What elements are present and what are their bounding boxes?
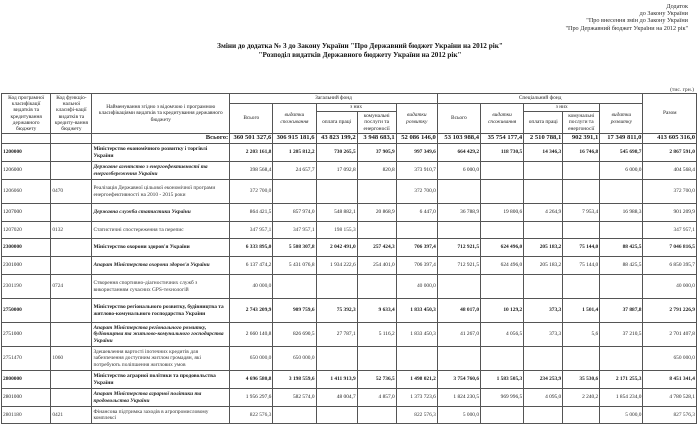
- table-body: [2, 134, 697, 424]
- table-header: [2, 94, 697, 134]
- program-code-cell: 1206060: [2, 180, 51, 204]
- header-total: Разом: [643, 94, 697, 134]
- value-cell: 2 203 161,8: [230, 144, 273, 162]
- row-name-cell: Здешевлення вартості іпотечних кредитів для забезпечення доступним житлом громадян, які потребують поліпшення житлових умов: [92, 347, 230, 371]
- value-cell: 41 267,0: [437, 323, 480, 347]
- row-name-cell: Державна служба статистики України: [92, 204, 230, 222]
- value-cell: 545 698,7: [600, 144, 643, 162]
- value-cell: [357, 347, 396, 371]
- row-name-cell: Міністерство аграрної політики та продовольства України: [92, 371, 230, 389]
- title-line-2: "Розподіл видатків Державного бюджету України на 2012 рік": [258, 50, 462, 59]
- value-cell: 712 921,5: [437, 239, 480, 257]
- value-cell: [273, 180, 316, 204]
- value-cell: 9 633,4: [357, 299, 396, 323]
- title-line-1: Зміни до додатка № 3 до Закону України "Про Державний бюджет України на 2012 рік": [217, 42, 503, 50]
- functional-code-cell: 0470: [51, 180, 92, 204]
- value-cell: 6 850 395,7: [643, 257, 697, 275]
- value-cell: 347 957,1: [230, 222, 273, 239]
- value-cell: [524, 347, 563, 371]
- value-cell: 1 411 913,9: [316, 371, 357, 389]
- program-code-cell: 2801000: [2, 389, 51, 407]
- functional-code-cell: [51, 389, 92, 407]
- value-cell: 40 000,0: [396, 275, 437, 299]
- value-cell: [437, 347, 480, 371]
- functional-code-cell: [51, 257, 92, 275]
- value-cell: 624 496,0: [481, 239, 524, 257]
- header-program-code: Код програмної класифікації видатків та кредитування державного бюджету: [2, 94, 51, 134]
- value-cell: 1 934 222,6: [316, 257, 357, 275]
- program-code-cell: 1207020: [2, 222, 51, 239]
- value-cell: [524, 222, 563, 239]
- table-row: [2, 275, 697, 299]
- value-cell: 27 787,1: [316, 323, 357, 347]
- value-cell: [600, 180, 643, 204]
- value-cell: 8 451 341,4: [643, 371, 697, 389]
- total-row: [2, 134, 697, 144]
- annex-line: "Про Державний бюджет України на 2012 рік": [565, 24, 688, 32]
- value-cell: 7 046 816,5: [643, 239, 697, 257]
- row-name-cell: Апарат Міністерства охорони здоров'я України: [92, 257, 230, 275]
- header-general-fund: Загальний фонд: [230, 94, 438, 104]
- value-cell: [273, 275, 316, 299]
- program-code-cell: 2751000: [2, 323, 51, 347]
- row-name-cell: Реалізація Державної цільової економічної програми енергоефективності на 2010 - 2015 роки: [92, 180, 230, 204]
- header-gf-utilities: комунальні послуги та енергоносії: [357, 112, 396, 134]
- total-cell: 53 103 988,4: [437, 134, 480, 144]
- unit-note: (тис. грн.): [670, 87, 694, 93]
- value-cell: 730 265,5: [316, 144, 357, 162]
- value-cell: 2 701 407,8: [643, 323, 697, 347]
- value-cell: 198 155,3: [316, 222, 357, 239]
- value-cell: 5 116,2: [357, 323, 396, 347]
- value-cell: 40 000,0: [230, 275, 273, 299]
- value-cell: [600, 222, 643, 239]
- value-cell: [481, 222, 524, 239]
- value-cell: 1 205 812,2: [273, 144, 316, 162]
- table-row: [2, 323, 697, 347]
- header-sf-salary: оплата праці: [524, 112, 563, 134]
- value-cell: 37 210,5: [600, 323, 643, 347]
- value-cell: 372 700,0: [230, 180, 273, 204]
- functional-code-cell: 0132: [51, 222, 92, 239]
- annex-line: до Закону України: [639, 10, 688, 18]
- value-cell: 1 833 450,3: [396, 299, 437, 323]
- table-row: [2, 257, 697, 275]
- value-cell: 5,6: [563, 323, 600, 347]
- total-cell: 306 915 181,6: [273, 134, 316, 144]
- value-cell: 1 824 230,5: [437, 389, 480, 407]
- functional-code-cell: 0421: [51, 407, 92, 424]
- value-cell: 6 000,0: [437, 162, 480, 180]
- value-cell: 16 988,3: [600, 204, 643, 222]
- functional-code-cell: [51, 204, 92, 222]
- value-cell: 347 957,1: [273, 222, 316, 239]
- value-cell: [481, 162, 524, 180]
- total-cell: 52 086 146,0: [396, 134, 437, 144]
- value-cell: 37 887,8: [600, 299, 643, 323]
- value-cell: 16 746,8: [563, 144, 600, 162]
- total-label: Всього:: [92, 134, 230, 144]
- value-cell: 664 429,2: [437, 144, 480, 162]
- value-cell: 1 498 021,2: [396, 371, 437, 389]
- value-cell: [357, 407, 396, 424]
- value-cell: 5 000,0: [600, 407, 643, 424]
- total-cell: 902 391,1: [563, 134, 600, 144]
- functional-code-cell: [51, 162, 92, 180]
- value-cell: 2 171 255,3: [600, 371, 643, 389]
- value-cell: 205 183,2: [524, 257, 563, 275]
- header-name: Найменування згідно з відомчою і програмною класифікаціями видатків та кредитування державного бюджету: [92, 94, 230, 134]
- value-cell: 10 129,2: [481, 299, 524, 323]
- row-name-cell: Міністерство регіонального розвитку, будівництва та житлово-комунального господарства України: [92, 299, 230, 323]
- value-cell: [316, 180, 357, 204]
- value-cell: 254 401,0: [357, 257, 396, 275]
- row-name-cell: Створення спортивно-діагностичних служб з використанням сучасних GPS-технологій: [92, 275, 230, 299]
- header-functional-code: Код функціо-нальної класифі-кації видатків та кредиту-вання бюджету: [51, 94, 92, 134]
- functional-code-cell: [51, 323, 92, 347]
- program-code-cell: 1200000: [2, 144, 51, 162]
- functional-code-cell: [51, 371, 92, 389]
- value-cell: 6 333 895,0: [230, 239, 273, 257]
- total-cell: 35 754 177,4: [481, 134, 524, 144]
- program-code-cell: 1207000: [2, 204, 51, 222]
- value-cell: 372 700,0: [396, 180, 437, 204]
- functional-code-cell: [51, 144, 92, 162]
- header-gf-development: видатки розвитку: [396, 104, 437, 134]
- value-cell: 3 754 760,6: [437, 371, 480, 389]
- header-special-fund: Спеціальний фонд: [437, 94, 643, 104]
- value-cell: 37 905,9: [357, 144, 396, 162]
- value-cell: 650 000,0: [643, 347, 697, 371]
- value-cell: 822 576,3: [230, 407, 273, 424]
- value-cell: 257 424,3: [357, 239, 396, 257]
- value-cell: [600, 347, 643, 371]
- table-row: [2, 204, 697, 222]
- value-cell: 864 421,5: [230, 204, 273, 222]
- header-gf-current: видатки споживання: [273, 104, 316, 134]
- value-cell: 373,3: [524, 323, 563, 347]
- total-cell: 3 948 683,1: [357, 134, 396, 144]
- value-cell: [524, 275, 563, 299]
- value-cell: [396, 347, 437, 371]
- value-cell: 712 921,5: [437, 257, 480, 275]
- program-code-cell: 2301190: [2, 275, 51, 299]
- table-row: [2, 144, 697, 162]
- table-row: [2, 162, 697, 180]
- value-cell: 88 425,5: [600, 257, 643, 275]
- value-cell: [316, 275, 357, 299]
- value-cell: 5 508 307,8: [273, 239, 316, 257]
- row-name-cell: Державне агентство з енергоефективності та енергозбереження України: [92, 162, 230, 180]
- row-name-cell: Апарат Міністерства аграрної політики та продовольства України: [92, 389, 230, 407]
- value-cell: [481, 407, 524, 424]
- value-cell: [563, 407, 600, 424]
- value-cell: 2 791 226,9: [643, 299, 697, 323]
- value-cell: 7 953,4: [563, 204, 600, 222]
- program-code-cell: 2751470: [2, 347, 51, 371]
- value-cell: 827 576,3: [643, 407, 697, 424]
- annex-line: Додаток: [666, 3, 688, 10]
- value-cell: 75 392,3: [316, 299, 357, 323]
- row-name-cell: Міністерство економічного розвитку і торгівлі України: [92, 144, 230, 162]
- table-row: [2, 407, 697, 424]
- value-cell: 48 004,7: [316, 389, 357, 407]
- value-cell: 19 800,6: [481, 204, 524, 222]
- value-cell: 997 349,6: [396, 144, 437, 162]
- value-cell: 373 910,7: [396, 162, 437, 180]
- value-cell: 4 056,5: [481, 323, 524, 347]
- value-cell: 4 857,0: [357, 389, 396, 407]
- value-cell: 17 092,8: [316, 162, 357, 180]
- value-cell: 650 000,0: [230, 347, 273, 371]
- total-cell: 360 501 327,6: [230, 134, 273, 144]
- value-cell: [481, 347, 524, 371]
- value-cell: 36 788,9: [437, 204, 480, 222]
- header-sf-current: видатки споживання: [481, 104, 524, 134]
- value-cell: [481, 180, 524, 204]
- value-cell: [316, 347, 357, 371]
- value-cell: 1 501,4: [563, 299, 600, 323]
- value-cell: 1 833 450,3: [396, 323, 437, 347]
- annex-line: "Про внесення змін до Закону України: [586, 17, 688, 25]
- value-cell: [524, 407, 563, 424]
- value-cell: [524, 180, 563, 204]
- value-cell: [563, 347, 600, 371]
- header-sf-total: Всього: [437, 104, 480, 134]
- value-cell: 909 759,6: [273, 299, 316, 323]
- value-cell: 822 576,3: [396, 407, 437, 424]
- header-sf-development: видатки розвитку: [600, 104, 643, 134]
- table-row: [2, 299, 697, 323]
- value-cell: 650 000,0: [273, 347, 316, 371]
- program-code-cell: 2750000: [2, 299, 51, 323]
- value-cell: 398 568,4: [230, 162, 273, 180]
- value-cell: [524, 162, 563, 180]
- value-cell: 52 736,5: [357, 371, 396, 389]
- value-cell: 404 568,4: [643, 162, 697, 180]
- value-cell: 6 447,0: [396, 204, 437, 222]
- value-cell: 20 868,9: [357, 204, 396, 222]
- value-cell: [273, 407, 316, 424]
- value-cell: [563, 222, 600, 239]
- value-cell: 2 867 591,0: [643, 144, 697, 162]
- value-cell: 4 264,9: [524, 204, 563, 222]
- value-cell: 6 000,0: [600, 162, 643, 180]
- value-cell: [357, 222, 396, 239]
- program-code-cell: 2300000: [2, 239, 51, 257]
- value-cell: [481, 275, 524, 299]
- header-gf-of-which: з них: [316, 104, 396, 112]
- budget-table: [1, 93, 697, 424]
- value-cell: 2 042 491,0: [316, 239, 357, 257]
- total-cell: 413 605 316,0: [643, 134, 697, 144]
- functional-code-cell: [51, 299, 92, 323]
- value-cell: [563, 275, 600, 299]
- value-cell: [357, 180, 396, 204]
- value-cell: 4 696 580,8: [230, 371, 273, 389]
- value-cell: 14 346,3: [524, 144, 563, 162]
- value-cell: 2 743 209,9: [230, 299, 273, 323]
- value-cell: 706 397,4: [396, 257, 437, 275]
- value-cell: 1 583 505,3: [481, 371, 524, 389]
- program-code-cell: 1206000: [2, 162, 51, 180]
- table-row: [2, 371, 697, 389]
- value-cell: 826 690,5: [273, 323, 316, 347]
- value-cell: 969 996,5: [481, 389, 524, 407]
- value-cell: [357, 275, 396, 299]
- row-name-cell: Апарат Міністерства регіонального розвитку, будівництва та житлово-комунального господарства України: [92, 323, 230, 347]
- value-cell: 6 137 474,2: [230, 257, 273, 275]
- value-cell: 40 000,0: [643, 275, 697, 299]
- value-cell: 4 780 528,1: [643, 389, 697, 407]
- table-row: [2, 180, 697, 204]
- value-cell: 75 144,0: [563, 257, 600, 275]
- value-cell: [437, 222, 480, 239]
- annex-note: [488, 3, 688, 32]
- value-cell: 901 209,9: [643, 204, 697, 222]
- value-cell: [437, 275, 480, 299]
- header-sf-utilities: комунальні послуги та енергоносії: [563, 112, 600, 134]
- row-name-cell: Міністерство охорони здоров'я України: [92, 239, 230, 257]
- value-cell: 372 700,0: [643, 180, 697, 204]
- value-cell: [316, 407, 357, 424]
- value-cell: 2 660 140,8: [230, 323, 273, 347]
- value-cell: 3 198 559,6: [273, 371, 316, 389]
- value-cell: 820,8: [357, 162, 396, 180]
- table-row: [2, 389, 697, 407]
- value-cell: [437, 180, 480, 204]
- table-row: [2, 222, 697, 239]
- value-cell: 2 240,2: [563, 389, 600, 407]
- value-cell: 75 144,0: [563, 239, 600, 257]
- value-cell: 347 957,1: [643, 222, 697, 239]
- total-cell: 17 349 811,0: [600, 134, 643, 144]
- header-gf-salary: оплата праці: [316, 112, 357, 134]
- functional-code-cell: 0724: [51, 275, 92, 299]
- functional-code-cell: 1060: [51, 347, 92, 371]
- row-name-cell: Статистичні спостереження та перепис: [92, 222, 230, 239]
- value-cell: [600, 275, 643, 299]
- value-cell: 48 017,0: [437, 299, 480, 323]
- value-cell: 1 956 297,6: [230, 389, 273, 407]
- value-cell: 857 974,0: [273, 204, 316, 222]
- table-row: [2, 347, 697, 371]
- row-name-cell: Фінансова підтримка заходів в агропромисловому комплексі: [92, 407, 230, 424]
- header-gf-total: Всього: [230, 104, 273, 134]
- value-cell: 5 431 076,8: [273, 257, 316, 275]
- table-row: [2, 239, 697, 257]
- program-code-cell: 2301000: [2, 257, 51, 275]
- document-title: [150, 42, 570, 59]
- header-sf-of-which: з них: [524, 104, 600, 112]
- total-cell: 2 510 788,1: [524, 134, 563, 144]
- program-code-cell: 2800000: [2, 371, 51, 389]
- value-cell: [396, 222, 437, 239]
- value-cell: [563, 180, 600, 204]
- value-cell: 24 657,7: [273, 162, 316, 180]
- value-cell: 582 574,0: [273, 389, 316, 407]
- value-cell: 234 253,9: [524, 371, 563, 389]
- value-cell: 1 854 234,0: [600, 389, 643, 407]
- program-code-cell: 2801180: [2, 407, 51, 424]
- value-cell: 548 882,1: [316, 204, 357, 222]
- value-cell: 118 730,5: [481, 144, 524, 162]
- value-cell: 373,3: [524, 299, 563, 323]
- value-cell: 88 425,5: [600, 239, 643, 257]
- value-cell: 624 496,0: [481, 257, 524, 275]
- value-cell: 35 530,6: [563, 371, 600, 389]
- value-cell: 4 095,0: [524, 389, 563, 407]
- value-cell: 5 000,0: [437, 407, 480, 424]
- value-cell: 706 397,4: [396, 239, 437, 257]
- value-cell: [563, 162, 600, 180]
- value-cell: 1 373 723,6: [396, 389, 437, 407]
- total-cell: 43 823 199,2: [316, 134, 357, 144]
- value-cell: 205 183,2: [524, 239, 563, 257]
- functional-code-cell: [51, 239, 92, 257]
